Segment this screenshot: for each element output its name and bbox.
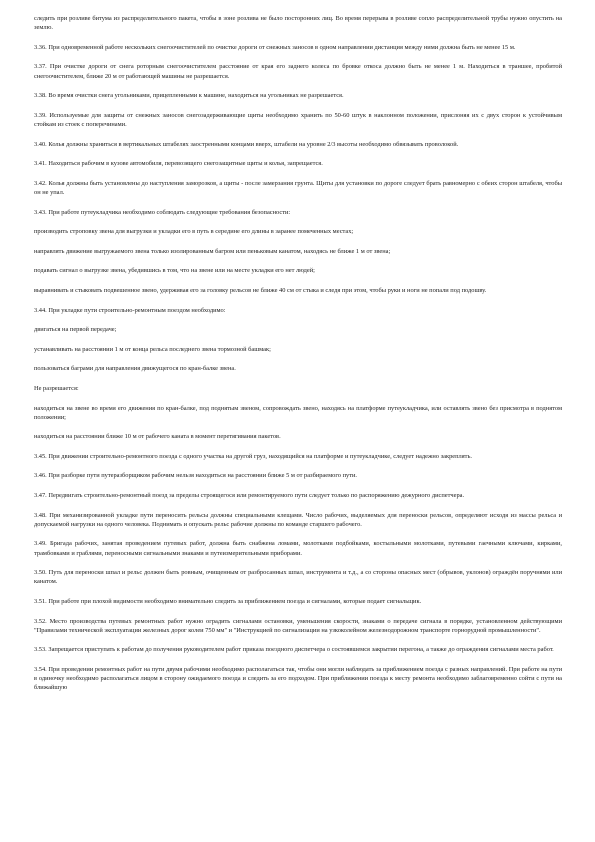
list-item: выравнивать и стыковать подвешенное звено, удерживая его за головку рельсов не ближе 40 см от стыка и следя при этом, чтобы руки и ноги не попали под подошву. (34, 286, 487, 294)
paragraph-3-36: 3.36. При одновременной работе нескольких снегоочистителей по очистке дороги от снежных заносов в одном направлении дистанция между ними должна быть не менее 15 м. (34, 43, 516, 51)
paragraph-3-51: 3.51. При работе при плохой видимости необходимо внимательно следить за приближением поезда и сигналами, которые подает сигнальщик. (34, 598, 422, 606)
list-item: подавать сигнал о выгрузке звена, убедившись в том, что на звене или на месте укладки его нет людей; (34, 267, 315, 275)
paragraph-3-47: 3.47. Передвигать строительно-ремонтный поезд за пределы строящегося или ремонтируемого пути следует только по распоряжению дежурного диспетчера. (34, 492, 465, 500)
paragraph-3-44: 3.44. При укладке пути строительно-ремонтным поездом необходимо: (34, 306, 226, 314)
list-item: двигаться на первой передаче; (34, 326, 117, 334)
paragraph-3-46: 3.46. При разборке пути путеразборщиком рабочим нельзя находиться на расстоянии ближе 5 м от разбираемого пути. (34, 472, 358, 480)
paragraph-3-37: 3.37. При очистке дороги от снега роторным снегоочистителем расстояние от края его заднего колеса по бровке откоса должно быть не менее 1 м. Находиться в траншее, пробитой снегоочистителем, ближе 20 м от работающей машины не разрешается. (34, 63, 562, 80)
paragraph-3-40: 3.40. Колья должны храниться в вертикальных штабелях заостренными концами вверх, штабели на уровне 2/3 высоты необходимо обвязывать проволокой. (34, 140, 459, 148)
paragraph-3-39: 3.39. Используемые для защиты от снежных заносов снегозадерживающие щиты необходимо хранить по 50-60 штук в наклонном положении, прислоняя их с двух сторон к устойчивым стойкам из стоек с поперечинами. (34, 111, 562, 128)
paragraph-3-49: 3.49. Бригада рабочих, занятая проведением путевых работ, должна быть снабжена ломами, молотками подбойками, костыльными молотками, путевыми гаечными ключами, кирками, трамбовками и граблями, переносными сигнальными знаками и путеизмерительными приборами. (34, 540, 562, 557)
paragraph-3-42: 3.42. Колья должны быть установлены до наступления заморозков, а щиты - после замерзания грунта. Щиты для установки по дороге следует брать равномерно с обеих сторон штабеля, чтобы он не упал. (34, 179, 562, 196)
paragraph-3-53: 3.53. Запрещается приступать к работам до получения руководителем работ приказа поездного диспетчера о состоявшемся закрытии перегона, а также до ограждения сигналами места работ. (34, 646, 554, 654)
list-item: находиться на звене во время его движения по кран-балке, под поднятым звеном, сопровождать звено, находясь на платформе путеукладчика, или оставлять звено без присмотра в поднятом положении; (34, 404, 562, 421)
list-item: находиться на расстоянии ближе 10 м от рабочего каната в момент перетягивания пакетов. (34, 433, 281, 441)
paragraph-3-43: 3.43. При работе путеукладчика необходимо соблюдать следующие требования безопасности: (34, 208, 291, 216)
paragraph-3-45: 3.45. При движении строительно-ремонтного поезда с одного участка на другой груз, находящийся на платформе и путеукладчике, следует надежно закреплять. (34, 452, 472, 460)
paragraph-3-48: 3.48. При механизированной укладке пути переносить рельсы должны специальными клещами. Число рабочих, выделяемых для переноски рельсов, определяют исходя из массы рельса и допускаемой нагрузки на одного человека. Поднимать и опускать рельс рабочие должны по команде старшего рабочего. (34, 511, 562, 528)
paragraph-3-38: 3.38. Во время очистки снега угольниками, прицепленными к машине, находиться на угольниках не разрешается. (34, 92, 344, 100)
paragraph-3-54: 3.54. При проведении ремонтных работ на пути двумя рабочими необходимо располагаться так, чтобы они могли наблюдать за приближением поезда с разных направлений. При работе на пути в одиночку необходимо располагаться лицом в сторону ожидаемого поезда и следить за его подходом. При приближении поезда к месту ремонта необходимо заблаговременно сойти с пути на ближайшую (34, 666, 562, 692)
list-item: производить строповку звена для выгрузки и укладки его в путь в середине его длины в заранее помеченных местах; (34, 228, 354, 236)
paragraph-continuation: следить при розливе битума из распределительного пакета, чтобы в зоне розлива не было посторонних лиц. Во время перерыва в розливе сопло распределительной трубы нужно опустить на землю. (34, 15, 562, 32)
subheading-not-allowed: Не разрешается: (34, 384, 79, 392)
paragraph-3-52: 3.52. Место производства путевых ремонтных работ нужно оградить сигналами остановки, уменьшения скорости, знаками о передаче сигнала в порядке, установленном действующими "Правилами технической эксплуатации железных дорог колеи 750 мм" и "Инструкцией по сигнализации на узкоколейном железнодорожном транспорте горнорудной промышленности". (34, 617, 562, 634)
paragraph-3-50: 3.50. Путь для переноски шпал и рельс должен быть ровным, очищенным от разбросанных шпал, инструмента и т.д., а со стороны опасных мест (обрывов, уклонов) ограждён поручнями или канатом. (34, 569, 562, 586)
document-page (34, 14, 562, 703)
paragraph-3-41: 3.41. Находиться рабочим в кузове автомобиля, перевозящего снегозащитные щиты и колья, запрещается. (34, 160, 323, 168)
list-item: пользоваться баграми для направления движущегося по кран-балке звена. (34, 365, 236, 373)
list-item: направлять движение выгружаемого звена только изолированным багром или пеньковым канатом, находясь не ближе 1 м от звена; (34, 247, 391, 255)
list-item: устанавливать на расстоянии 1 м от конца рельса последнего звена тормозной башмак; (34, 345, 271, 353)
